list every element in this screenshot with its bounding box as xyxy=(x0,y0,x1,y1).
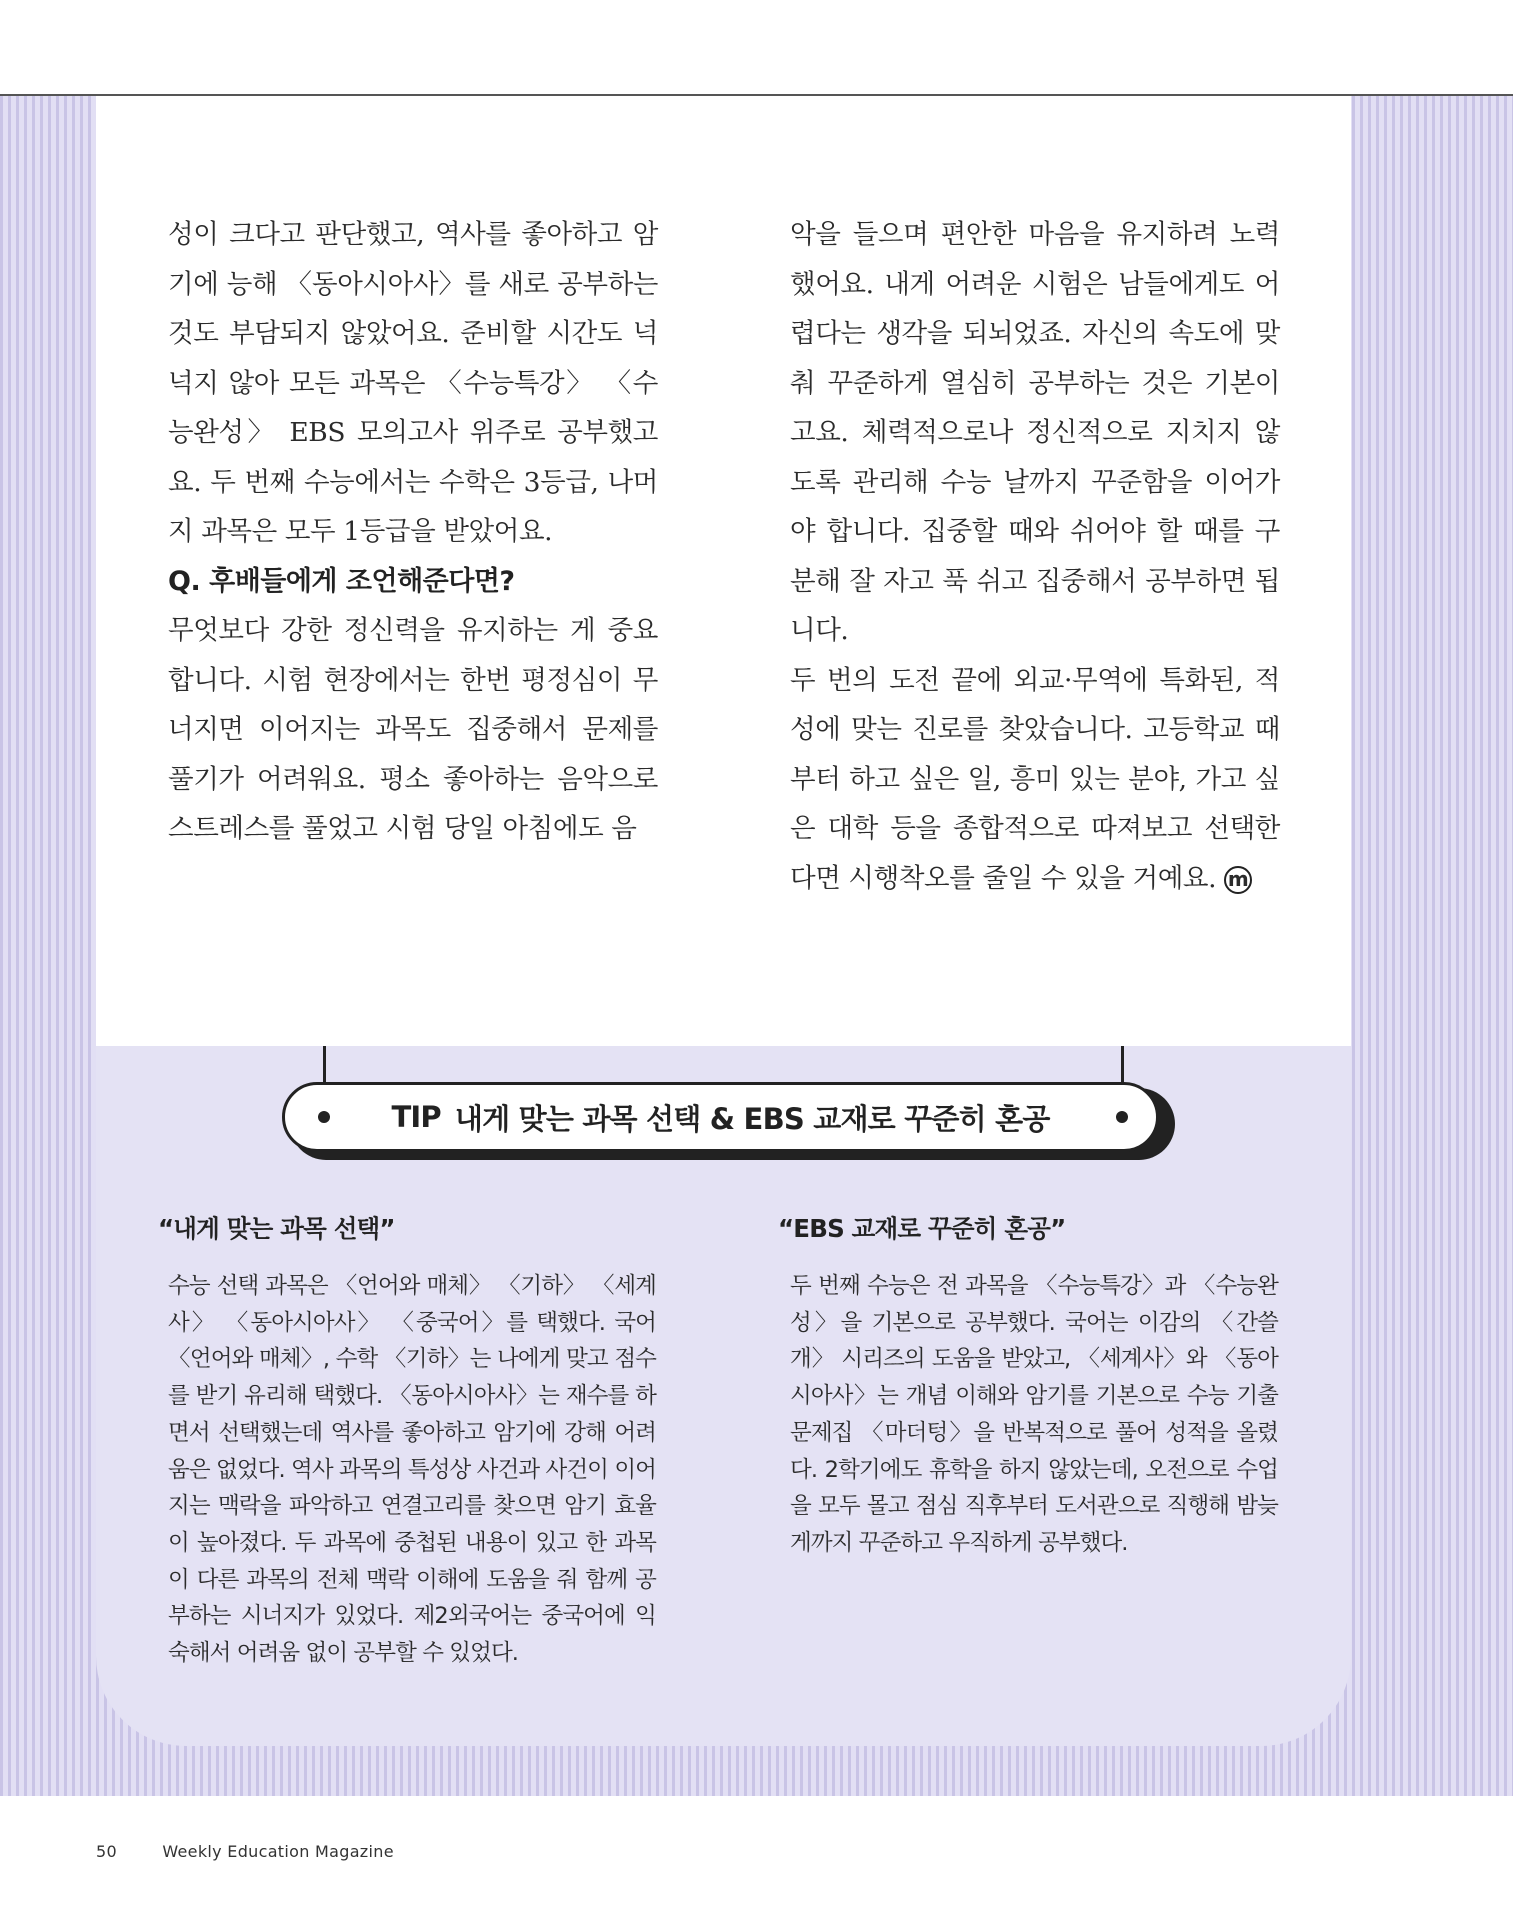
tip-left-body: 수능 선택 과목은 〈언어와 매체〉 〈기하〉 〈세계사〉 〈동아시아사〉 〈중국어〉를 택했다. 국어 〈언어와 매체〉, 수학 〈기하〉는 나에게 맞고 점수를 받기 유리해 택했다. 〈동아시아사〉는 재수를 하면서 선택했는데 역사를 좋아하고 암기에 강해 어려움은 없었다. 역사 과목의 특성상 사건과 사건이 이어지는 맥락을 파악하고 연결고리를 찾으면 암기 효율이 높아졌다. 두 과목에 중첩된 내용이 있고 한 과목이 다른 과목의 전체 맥락 이해에 도움을 줘 함께 공부하는 시너지가 있었다. 제2외국어는 중국어에 익숙해서 어려움 없이 공부할 수 있었다. xyxy=(168,1273,656,1667)
article-paragraph-text: 두 번의 도전 끝에 외교·무역에 특화된, 적성에 맞는 진로를 찾았습니다. 고등학교 때부터 하고 싶은 일, 흥미 있는 분야, 가고 싶은 대학 등을 종합적으로 따져보고 선택한다면 시행착오를 줄일 수 있을 거예요. xyxy=(790,664,1280,894)
article-paragraph: 악을 들으며 편안한 마음을 유지하려 노력했어요. 내게 어려운 시험은 남들에게도 어렵다는 생각을 되뇌었죠. 자신의 속도에 맞춰 꾸준하게 열심히 공부하는 것은 기본이고요. 체력적으로나 정신적으로 지치지 않도록 관리해 수능 날까지 꾸준함을 이어가야 합니다. 집중할 때와 쉬어야 할 때를 구분해 잘 자고 푹 쉬고 집중해서 공부하면 됩니다. xyxy=(790,219,1280,646)
tip-left-heading: “내게 맞는 과목 선택” xyxy=(158,1214,395,1243)
tip-label: TIP xyxy=(391,1100,441,1134)
article-paragraph: 무엇보다 강한 정신력을 유지하는 게 중요합니다. 시험 현장에서는 한번 평정심이 무너지면 이어지는 과목도 집중해서 문제를 풀기가 어려워요. 평소 좋아하는 음악으로 스트레스를 풀었고 시험 당일 아침에도 음 xyxy=(168,615,658,844)
tip-right-heading: “EBS 교재로 꾸준히 혼공” xyxy=(778,1214,1066,1243)
article-right-column xyxy=(790,210,1280,903)
article-paragraph xyxy=(790,656,1280,904)
tip-banner xyxy=(282,1082,1159,1152)
article-left-column xyxy=(168,210,658,854)
page-footer xyxy=(96,1842,394,1861)
bullet-dot-icon xyxy=(1116,1111,1128,1123)
question-heading: Q. 후배들에게 조언해준다면? xyxy=(168,565,515,597)
tip-right-body: 두 번째 수능은 전 과목을 〈수능특강〉과 〈수능완성〉을 기본으로 공부했다. 국어는 이감의 〈간쓸개〉 시리즈의 도움을 받았고, 〈세계사〉와 〈동아시아사〉는 개념 이해와 암기를 기본으로 수능 기출문제집 〈마더텅〉을 반복적으로 풀어 성적을 올렸다. 2학기에도 휴학을 하지 않았는데, 오전으로 수업을 모두 몰고 점심 직후부터 도서관으로 직행해 밤늦게까지 꾸준하고 우직하게 공부했다. xyxy=(790,1273,1278,1556)
end-mark-icon: m xyxy=(1224,866,1252,894)
article-paragraph: 성이 크다고 판단했고, 역사를 좋아하고 암기에 능해 〈동아시아사〉를 새로 공부하는 것도 부담되지 않았어요. 준비할 시간도 넉넉지 않아 모든 과목은 〈수능특강〉 〈수능완성〉 EBS 모의고사 위주로 공부했고요. 두 번째 수능에서는 수학은 3등급, 나머지 과목은 모두 1등급을 받았어요. xyxy=(168,219,658,547)
tip-title: 내게 맞는 과목 선택 & EBS 교재로 꾸준히 혼공 xyxy=(454,1101,1050,1136)
page-number: 50 xyxy=(96,1842,117,1861)
magazine-name: Weekly Education Magazine xyxy=(162,1842,394,1861)
bullet-dot-icon xyxy=(318,1111,330,1123)
